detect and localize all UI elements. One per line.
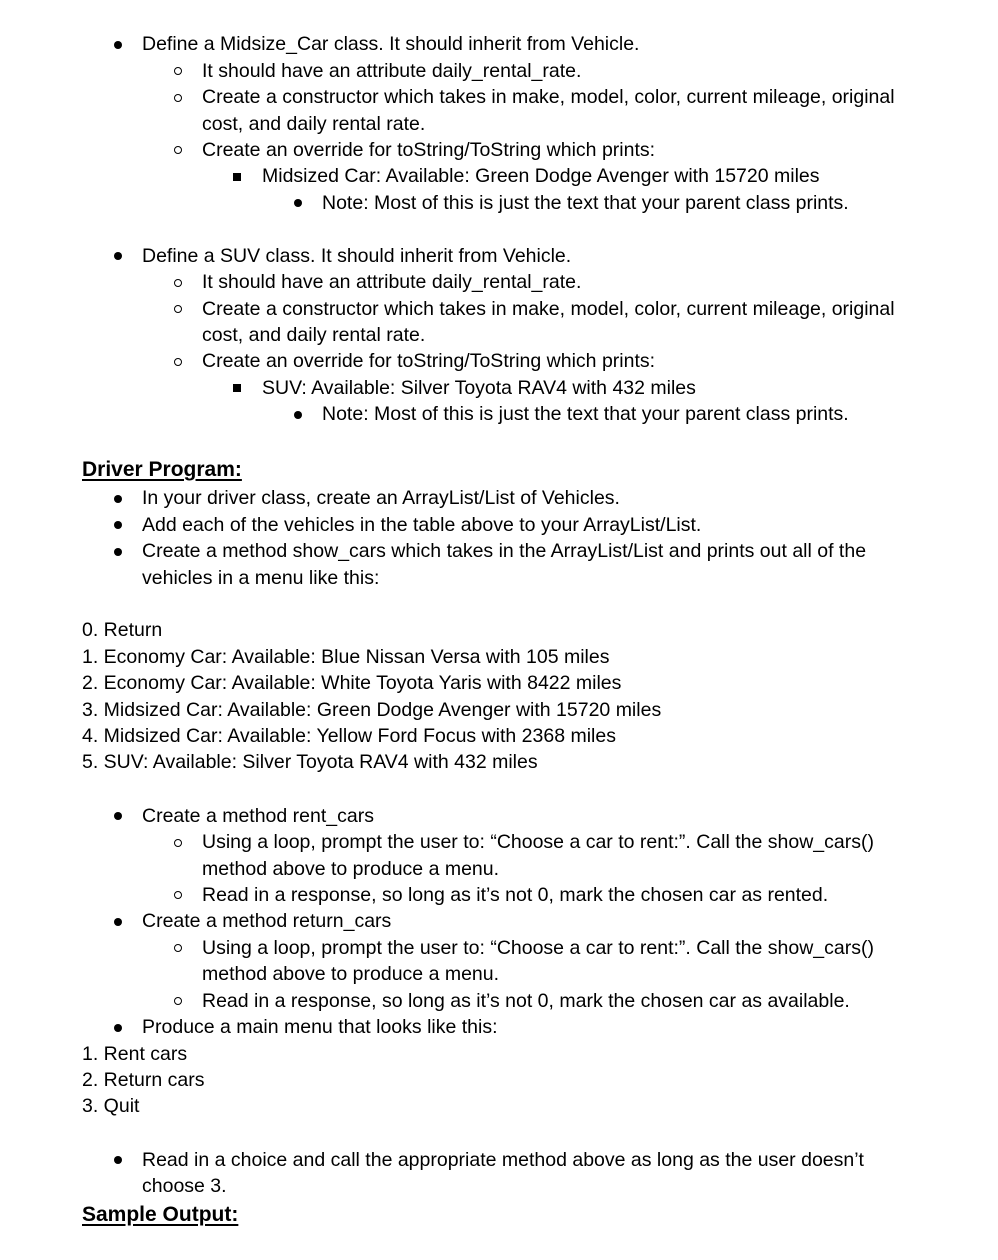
bullet-disc <box>294 411 302 419</box>
return-loop-2: method above to produce a menu. <box>202 963 500 985</box>
driver-bullet: Add each of the vehicles in the table above to your ArrayList/List. <box>142 514 702 536</box>
bullet-disc <box>114 812 122 820</box>
bullet-circle <box>174 997 182 1005</box>
bullet-disc <box>114 521 122 529</box>
bullet-circle <box>174 358 182 366</box>
bullet-disc <box>114 918 122 926</box>
suv-ctor-1: Create a constructor which takes in make, model, color, current mileage, original <box>202 298 895 320</box>
car-menu-item: 2. Economy Car: Available: White Toyota Yaris with 8422 miles <box>82 672 622 694</box>
final-line-1: Read in a choice and call the appropriate method above as long as the user doesn’t <box>142 1149 864 1171</box>
midsize-example: Midsized Car: Available: Green Dodge Avenger with 15720 miles <box>262 165 820 187</box>
midsize-title: Define a Midsize_Car class. It should inherit from Vehicle. <box>142 33 640 55</box>
bullet-circle <box>174 146 182 154</box>
bullet-disc <box>114 1024 122 1032</box>
midsize-ctor-1: Create a constructor which takes in make, model, color, current mileage, original <box>202 86 895 108</box>
bullet-disc <box>114 1156 122 1164</box>
bullet-square <box>233 173 241 181</box>
bullet-disc <box>114 252 122 260</box>
suv-ctor-2: cost, and daily rental rate. <box>202 324 426 346</box>
bullet-circle <box>174 67 182 75</box>
midsize-attr: It should have an attribute daily_rental_rate. <box>202 60 582 82</box>
car-menu-item: 3. Midsized Car: Available: Green Dodge Avenger with 15720 miles <box>82 699 662 721</box>
bullet-square <box>233 384 241 392</box>
car-menu-item: 5. SUV: Available: Silver Toyota RAV4 with 432 miles <box>82 751 538 773</box>
bullet-disc <box>114 41 122 49</box>
bullet-circle <box>174 891 182 899</box>
driver-bullet-cont: vehicles in a menu like this: <box>142 567 380 589</box>
rent-loop-1: Using a loop, prompt the user to: “Choose a car to rent:”. Call the show_cars() <box>202 831 874 853</box>
bullet-circle <box>174 839 182 847</box>
return-loop-1: Using a loop, prompt the user to: “Choose a car to rent:”. Call the show_cars() <box>202 937 874 959</box>
rent-loop-2: method above to produce a menu. <box>202 858 500 880</box>
main-menu-item: 2. Return cars <box>82 1069 205 1091</box>
car-menu-item: 4. Midsized Car: Available: Yellow Ford Focus with 2368 miles <box>82 725 616 747</box>
midsize-override: Create an override for toString/ToString which prints: <box>202 139 656 161</box>
rent-title: Create a method rent_cars <box>142 805 374 827</box>
suv-example: SUV: Available: Silver Toyota RAV4 with 432 miles <box>262 377 696 399</box>
bullet-disc <box>114 548 122 556</box>
final-line-2: choose 3. <box>142 1175 227 1197</box>
main-menu-intro: Produce a main menu that looks like this: <box>142 1016 498 1038</box>
bullet-circle <box>174 279 182 287</box>
suv-override: Create an override for toString/ToString which prints: <box>202 350 656 372</box>
midsize-note: Note: Most of this is just the text that your parent class prints. <box>322 192 849 214</box>
driver-program-heading: Driver Program: <box>82 458 242 481</box>
suv-note: Note: Most of this is just the text that your parent class prints. <box>322 403 849 425</box>
main-menu-item: 3. Quit <box>82 1095 140 1117</box>
return-read: Read in a response, so long as it’s not 0, mark the chosen car as available. <box>202 990 850 1012</box>
bullet-circle <box>174 305 182 313</box>
return-title: Create a method return_cars <box>142 910 392 932</box>
driver-bullet: Create a method show_cars which takes in the ArrayList/List and prints out all of the <box>142 540 867 562</box>
suv-attr: It should have an attribute daily_rental_rate. <box>202 271 582 293</box>
rent-read: Read in a response, so long as it’s not 0, mark the chosen car as rented. <box>202 884 829 906</box>
bullet-disc <box>114 495 122 503</box>
car-menu-item: 0. Return <box>82 619 163 641</box>
main-menu-item: 1. Rent cars <box>82 1043 188 1065</box>
bullet-circle <box>174 944 182 952</box>
suv-title: Define a SUV class. It should inherit from Vehicle. <box>142 245 572 267</box>
bullet-circle <box>174 94 182 102</box>
bullet-disc <box>294 199 302 207</box>
midsize-ctor-2: cost, and daily rental rate. <box>202 113 426 135</box>
sample-output-heading: Sample Output: <box>82 1203 239 1226</box>
car-menu-item: 1. Economy Car: Available: Blue Nissan Versa with 105 miles <box>82 646 610 668</box>
driver-bullet: In your driver class, create an ArrayList/List of Vehicles. <box>142 487 620 509</box>
